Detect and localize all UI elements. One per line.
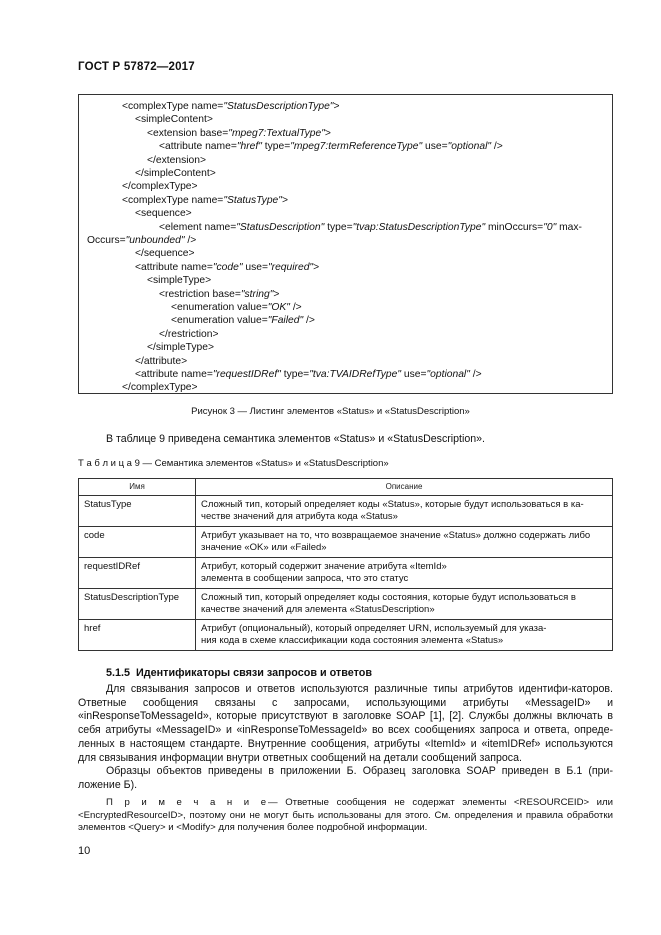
code-token: </attribute> — [135, 355, 188, 367]
code-line — [135, 113, 213, 126]
code-line — [147, 154, 206, 167]
row-name: requestIDRef — [79, 558, 196, 589]
code-token: <simpleContent> — [135, 114, 213, 126]
page-number: 10 — [78, 845, 91, 857]
code-value: "StatusDescriptionType" — [223, 101, 334, 112]
code-token: use= — [401, 369, 427, 380]
code-token: /> — [289, 302, 302, 313]
description-line: Атрибут, который содержит значение атрибута «ItemId» — [201, 561, 447, 572]
code-value: "StatusType" — [223, 194, 282, 206]
code-token: <complexType name= — [122, 101, 224, 112]
code-value: "tvap:StatusDescriptionType" — [352, 221, 486, 233]
code-value: "StatusDescription" — [236, 221, 325, 233]
figure-caption: Рисунок 3 — Листинг элементов «Status» и «StatusDescription» — [191, 406, 470, 417]
code-token: </complexType> — [122, 382, 198, 394]
section-number: 5.1.5 — [106, 667, 131, 679]
code-line — [135, 261, 319, 274]
code-value: "tva:TVAIDRefType" — [309, 369, 401, 380]
code-token: <attribute name= — [135, 261, 213, 273]
code-token: </complexType> — [122, 181, 198, 193]
description-line: значение «OK» или «Failed» — [201, 542, 327, 553]
code-token: </restriction> — [159, 328, 219, 340]
table-header-row — [79, 479, 613, 496]
table-caption-label: Т а б л и ц а — [78, 458, 132, 469]
code-value: "Failed" — [267, 315, 304, 327]
code-token: use= — [422, 141, 448, 153]
row-description — [196, 589, 613, 620]
code-value: "requestIDRef" — [212, 369, 281, 380]
code-value: "required" — [267, 261, 314, 273]
code-value: "string" — [240, 288, 274, 300]
code-token: <simpleType> — [147, 275, 212, 287]
code-token: <enumeration value= — [171, 315, 268, 327]
code-token: type= — [261, 141, 291, 153]
body-paragraph: Для связывания запросов и ответов используются различные типы атрибутов идентифи-каторов. Ответные сообщения связаны с запросами, использующими атрибуты «MessageID» и «inResponseToMessageId», которые присутствуют в заголовке SOAP [1], [2]. Службы должны включать в себя атрибуты «MessageID» и «inResponseToMessageId» во всех сообщениях запроса и ответа, опреде-ленных в настоящем стандарте. Внутренние сообщения, атрибуты «ItemId» и «itemIDRef» используются для связывания информации внутри ответных сообщений на детали сообщений запроса. — [78, 683, 613, 764]
column-header-description: Описание — [196, 479, 613, 496]
code-line — [159, 221, 582, 234]
table-row — [79, 620, 613, 651]
code-line — [135, 207, 192, 220]
note-label: П р и м е ч а н и е — [106, 797, 269, 808]
table-caption-text: 9 — Семантика элементов «Status» и «StatusDescription» — [134, 458, 389, 469]
note-text: — Ответные сообщения не содержат элементы <RESOURCEID> или <EncryptedResourceID>, поэтому они не могут быть использованы для этого. См. определения и правила обработки элементов <Query> и <Modify> для получения более подробной информации. — [78, 797, 613, 833]
code-token: <complexType name= — [122, 194, 224, 206]
code-line — [171, 314, 315, 327]
code-line — [122, 100, 339, 113]
section-title: Идентификаторы связи запросов и ответов — [136, 667, 372, 679]
description-line: Сложный тип, который определяет коды «Status», которые будут использоваться в ка- — [201, 499, 584, 510]
code-token: <extension base= — [147, 127, 229, 139]
code-token: minOccurs= — [485, 221, 544, 233]
row-name: code — [79, 527, 196, 558]
table-row — [79, 496, 613, 527]
code-line — [147, 274, 211, 287]
table-row — [79, 589, 613, 620]
code-token: <element name= — [159, 221, 237, 233]
code-token: </simpleContent> — [135, 168, 216, 179]
row-description — [196, 558, 613, 589]
code-token: </sequence> — [135, 248, 195, 260]
column-header-name: Имя — [79, 479, 196, 496]
code-line — [159, 140, 503, 153]
document-header: ГОСТ Р 57872—2017 — [78, 61, 195, 73]
code-token: > — [333, 101, 340, 112]
code-token: Occurs= — [87, 235, 126, 246]
description-line: Атрибут указывает на то, что возвращаемое значение «Status» должно содержать либо — [201, 530, 591, 541]
row-name: StatusDescriptionType — [79, 589, 196, 620]
code-token: /> — [469, 369, 482, 380]
code-token: <sequence> — [135, 208, 192, 220]
intro-paragraph: В таблице 9 приведена семантика элементов «Status» и «StatusDescription». — [106, 433, 485, 445]
description-line: элемента в сообщении запроса, что это статус — [201, 573, 409, 584]
code-line — [122, 180, 198, 193]
table-caption — [78, 458, 389, 469]
code-line — [135, 167, 216, 180]
code-value: "unbounded" — [125, 235, 185, 246]
row-name: href — [79, 620, 196, 651]
code-value: "mpeg7:TextualType" — [228, 127, 325, 139]
semantics-table — [78, 478, 613, 651]
code-token: > — [313, 261, 320, 273]
code-token: > — [281, 194, 288, 206]
note — [78, 797, 613, 835]
code-line — [159, 288, 279, 301]
code-line — [147, 341, 214, 354]
code-line — [122, 381, 198, 394]
code-value: "code" — [212, 261, 243, 273]
row-description — [196, 496, 613, 527]
code-line — [135, 368, 482, 381]
code-token: <attribute name= — [159, 141, 237, 153]
code-line — [147, 127, 331, 140]
section-body — [78, 683, 613, 793]
code-line — [135, 355, 187, 368]
description-line: качестве значений для элемента «StatusDescription» — [201, 604, 435, 615]
table-row — [79, 558, 613, 589]
body-paragraph: Образцы объектов приведены в приложении Б. Образец заголовка SOAP приведен в Б.1 (при-ложение Б). — [78, 765, 613, 791]
code-line — [159, 328, 219, 341]
code-token: </extension> — [147, 154, 206, 166]
row-description — [196, 620, 613, 651]
code-token: /> — [184, 235, 197, 246]
description-line: Сложный тип, который определяет коды состояния, которые будут использоваться в — [201, 592, 576, 603]
code-value: "optional" — [426, 369, 470, 380]
code-value: "OK" — [267, 302, 290, 313]
description-line: ния кода в схеме классификации кода состояния элемента «Status» — [201, 635, 504, 646]
description-line: честве значений для атрибута кода «Status» — [201, 511, 398, 522]
code-token: max- — [556, 221, 582, 233]
code-token: /> — [303, 315, 315, 327]
code-token: <enumeration value= — [171, 302, 268, 313]
code-token: type= — [324, 221, 353, 233]
code-token: <restriction base= — [159, 288, 241, 300]
table-row — [79, 527, 613, 558]
code-token: </simpleType> — [147, 342, 214, 354]
code-token: type= — [280, 369, 310, 380]
code-line — [171, 301, 302, 314]
code-token: > — [324, 127, 331, 139]
code-line — [122, 194, 288, 207]
code-token: /> — [491, 141, 503, 153]
code-value: "optional" — [447, 141, 492, 153]
code-line — [87, 234, 196, 247]
row-description — [196, 527, 613, 558]
description-line: Атрибут (опциональный), который определяет URN, используемый для указа- — [201, 623, 547, 634]
code-line — [135, 247, 195, 260]
code-value: "mpeg7:termReferenceType" — [290, 141, 423, 153]
code-value: "0" — [543, 221, 557, 233]
section-heading — [106, 667, 372, 679]
code-value: "href" — [236, 141, 262, 153]
code-token: > — [273, 288, 280, 300]
row-name: StatusType — [79, 496, 196, 527]
code-token: <attribute name= — [135, 369, 213, 380]
code-listing — [78, 94, 613, 394]
code-token: use= — [242, 261, 268, 273]
